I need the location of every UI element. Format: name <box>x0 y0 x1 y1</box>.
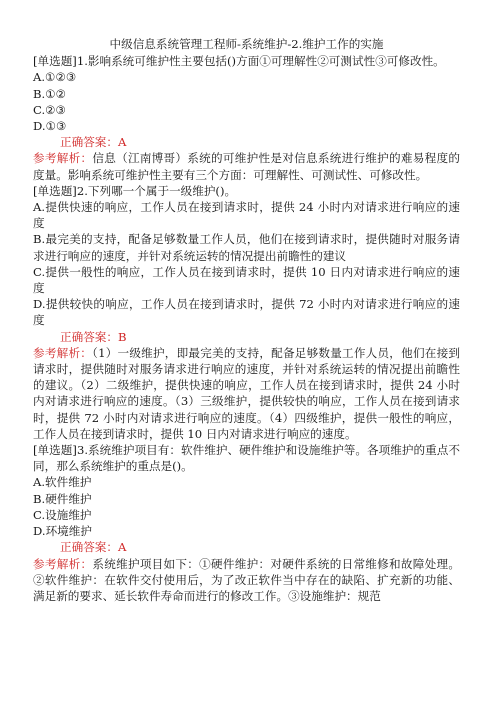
option-d: D.环境维护 <box>33 524 92 539</box>
correct-answer <box>33 134 460 150</box>
explanation-label: 参考解析： <box>33 345 93 360</box>
document-title: 中级信息系统管理工程师-系统维护-2.维护工作的实施 <box>109 37 384 51</box>
answer-label: 正确答案： <box>60 329 118 344</box>
answer-value: A <box>117 540 127 555</box>
question-2 <box>33 183 460 442</box>
correct-answer <box>33 539 460 555</box>
explanation-text: 信息（江南博哥）系统的可维护性是对信息系统进行维护的难易程度的度量。影响系统可维护性主要有三个方面：可理解性、可测试性、可修改性。 <box>33 151 460 182</box>
option-d: D.①③ <box>33 119 67 134</box>
option-b: B.硬件维护 <box>33 491 92 506</box>
question-1 <box>33 53 460 183</box>
option-a: A.提供快速的响应，工作人员在接到请求时，提供 24 小时内对请求进行响应的速度 <box>33 200 460 231</box>
answer-label: 正确答案： <box>60 135 118 150</box>
answer-label: 正确答案： <box>60 540 118 555</box>
question-3 <box>33 442 460 604</box>
question-stem: [单选题]3.系统维护项目有：软件维护、硬件维护和设施维护等。各项维护的重点不同，那么系统维护的重点是()。 <box>33 443 460 474</box>
option-b: B.①② <box>33 86 66 101</box>
question-stem: [单选题]1.影响系统可维护性主要包括()方面①可理解性②可测试性③可修改性。 <box>33 54 445 69</box>
answer-value: A <box>117 135 127 150</box>
option-b: B.最完美的支持，配备足够数量工作人员，他们在接到请求时，提供随时对服务请求进行响应的速度，并针对系统运转的情况提出前瞻性的建议 <box>33 232 460 263</box>
option-a: A.①②③ <box>33 70 77 85</box>
explanation <box>33 150 460 182</box>
correct-answer <box>33 329 460 345</box>
explanation-label: 参考解析： <box>33 556 93 571</box>
question-stem: [单选题]2.下列哪一个属于一级维护()。 <box>33 183 237 198</box>
option-c: C.②③ <box>33 102 66 117</box>
answer-value: B <box>117 329 127 344</box>
option-c: C.提供一般性的响应，工作人员在接到请求时，提供 10 日内对请求进行响应的速度 <box>33 264 460 296</box>
option-c: C.设施维护 <box>33 507 92 522</box>
option-a: A.软件维护 <box>33 475 92 490</box>
option-d: D.提供较快的响应，工作人员在接到请求时，提供 72 小时内对请求进行响应的速度 <box>33 297 460 328</box>
explanation <box>33 345 460 442</box>
explanation-text: （1）一级维护，即最完美的支持，配备足够数量工作人员，他们在接到请求时，提供随时对服务请求进行响应的速度，并针对系统运转的情况提出前瞻性的建议。（2）二级维护，提供快速的响应，工作人员在接到请求时，提供 24 小时内对请求进行响应的速度。（3）三级维护，提供较快的响应，工作人员在接到请求时，提供 72 小时内对请求进行响应的速度。（4）四级维护，提供一般性的响应，工作人员在接到请求时，提供 10 日内对请求进行响应的速度。 <box>33 345 460 441</box>
explanation <box>33 556 460 605</box>
explanation-label: 参考解析： <box>33 151 93 166</box>
explanation-text: 系统维护项目如下：①硬件维护：对硬件系统的日常维修和故障处理。②软件维护：在软件交付使用后，为了改正软件当中存在的缺陷、扩充新的功能、满足新的要求、延长软件寿命而进行的修改工作。③设施维护：规范 <box>33 556 460 603</box>
